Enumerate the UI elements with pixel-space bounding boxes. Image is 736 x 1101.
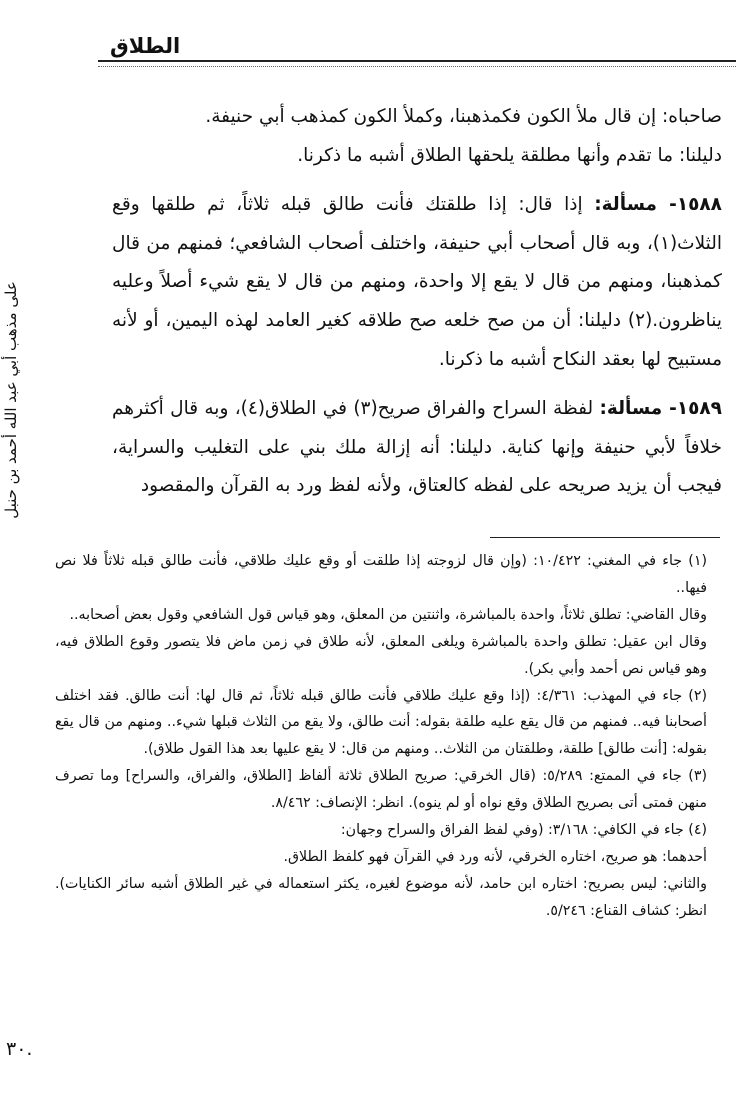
paragraph: صاحباه: إن قال ملأ الكون فكمذهبنا، وكملأ الكون كمذهب أبي حنيفة. — [205, 106, 722, 127]
issue-label: ١٥٨٩- مسألة: — [599, 398, 722, 420]
page-number: ٣٠. — [6, 1038, 33, 1060]
header-rule — [98, 60, 736, 62]
running-header-title: الطلاق — [110, 34, 181, 58]
side-running-text: على مذهب أبي عبد الله أحمد بن حنبل — [2, 281, 20, 519]
issue-text: إذا قال: إذا طلقتك فأنت طالق قبله ثلاثاً، ثم طلقها وقع الثلاث(١)، وبه قال أصحاب أبي حنيفة، واختلف أصحاب الشافعي؛ فمنهم من قال كمذهبنا، ومنهم من قال لا يقع إلا واحدة، ومنهم من قال لا يقع شيء أصلاً وعليه يناظرون.(٢) دليلنا: أن من صح خلعه صح طلاقه كغير العامد لهذه اليمين، أو لأنه مستبيح لها بعقد النكاح أشبه ما ذكرنا. — [112, 194, 722, 370]
issue-label: ١٥٨٨- مسألة: — [594, 194, 722, 216]
footnotes — [55, 548, 707, 925]
paragraph: دليلنا: ما تقدم وأنها مطلقة يلحقها الطلاق أشبه ما ذكرنا. — [297, 144, 722, 166]
issue-paragraph — [112, 390, 722, 506]
footnote: (٤) جاء في الكافي: ٣/١٦٨: (وفي لفظ الفراق والسراح وجهان: — [340, 822, 707, 839]
issue-text: لفظة السراح والفراق صريح(٣) في الطلاق(٤)، وبه قال أكثرهم خلافاً لأبي حنيفة وإنها كناية. دليلنا: أنه إزالة ملك بني على التغليب والسراية، فيجب أن يزيد صريحه على لفظه كالعتاق، ولأنه لفظ ورد به القرآن والمقصود — [112, 398, 722, 497]
main-text — [112, 98, 722, 506]
footnote: (٣) جاء في الممتع: ٥/٢٨٩: (قال الخرقي: صريح الطلاق ثلاثة ألفاظ [الطلاق، والفراق، والسراح] وما تصرف منهن فمتى أتى بصريح الطلاق وقع نواه أو لم ينوه). انظر: الإنصاف: ٨/٤٦٢. — [55, 768, 707, 812]
footnote: والثاني: ليس بصريح: اختاره ابن حامد، لأنه موضوع لغيره، يكثر استعماله في غير الطلاق أشبه سائر الكنايات). انظر: كشاف القناع: ٥/٢٤٦. — [55, 875, 707, 919]
footnote: (٢) جاء في المهذب: ٤/٣٦١: (إذا وقع عليك طلاقي فأنت طالق قبله ثلاثاً، ثم قال لها: أنت طالق. فقد اختلف أصحابنا فيه.. فمنهم من قال يقع عليه طلقة بقوله: أنت طالق، ولا يقع من الثلاث قبلها شيء.. ومنهم من قال يقع بقوله: [أنت طالق] طلقة، وطلقتان من الثلاث.. ومنهم من قال: لا يقع عليها بعد هذا القول طلاق). — [55, 687, 707, 758]
header-rule-dotted — [98, 66, 736, 67]
footnote: وقال ابن عقيل: تطلق واحدة بالمباشرة ويلغى المعلق، لأنه طلاق في زمن ماض فلا يتصور وقوع الطلاق فيه، وهو قياس نص أحمد وأبي بكر). — [55, 633, 707, 677]
footnote-separator — [490, 537, 720, 538]
footnote: أحدهما: هو صريح، اختاره الخرقي، لأنه ورد في القرآن فهو كلفظ الطلاق. — [283, 848, 707, 865]
footnote: وقال القاضي: تطلق ثلاثاً، واحدة بالمباشرة، واثنتين من المعلق، وهو قياس قول الشافعي وقول بعض أصحابه.. — [69, 606, 707, 623]
footnote: (١) جاء في المغني: ١٠/٤٢٢: (وإن قال لزوجته إذا طلقت أو وقع عليك طلاقي، فأنت طالق قبله ثلاثاً فلا نص فيها.. — [55, 553, 707, 596]
issue-paragraph — [112, 186, 722, 379]
